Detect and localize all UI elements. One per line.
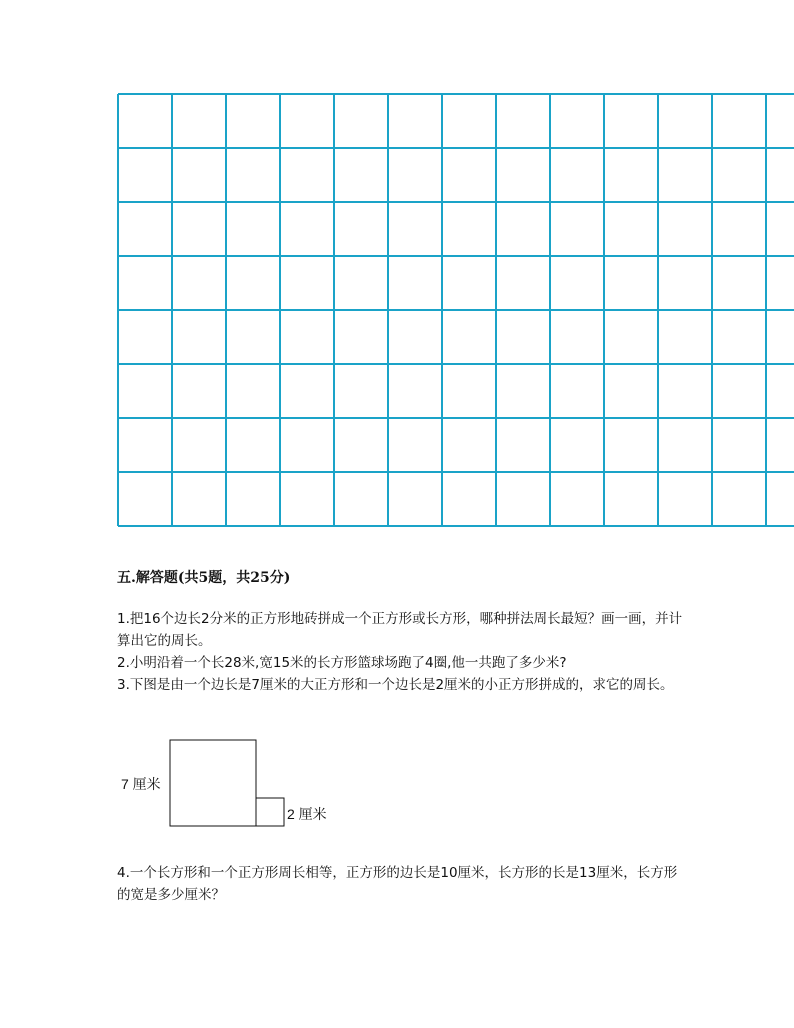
question-2: 2.小明沿着一个长28米,宽15米的长方形篮球场跑了4圈,他一共跑了多少米? bbox=[117, 655, 567, 671]
small-square bbox=[256, 798, 284, 826]
question-3: 3.下图是由一个边长是7厘米的大正方形和一个边长是2厘米的小正方形拼成的，求它的周长。 bbox=[117, 677, 674, 693]
question-1: 1.把16个边长2分米的正方形地砖拼成一个正方形或长方形，哪种拼法周长最短？画一画，并计算出它的周长。 bbox=[117, 611, 683, 649]
small-square-label: 2 厘米 bbox=[287, 806, 327, 822]
big-square-label: 7 厘米 bbox=[121, 776, 161, 792]
section-title: 五.解答题(共5题，共25分) bbox=[117, 570, 291, 586]
big-square bbox=[170, 740, 256, 826]
question-4: 4.一个长方形和一个正方形周长相等，正方形的边长是10厘米，长方形的长是13厘米，长方形的宽是多少厘米？ bbox=[117, 865, 678, 903]
